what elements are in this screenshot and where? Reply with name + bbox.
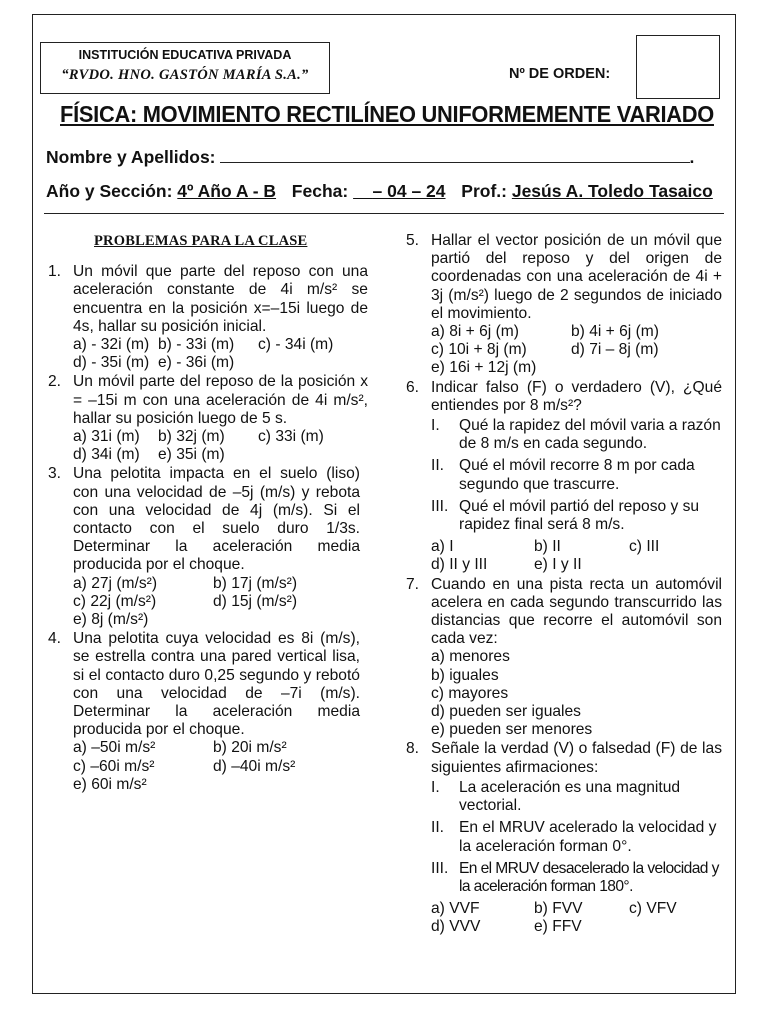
section-row [46,181,713,202]
option-b: b) - 33i (m) [158,336,235,354]
option-c: c) III [629,538,660,556]
problem-8 [406,740,722,936]
date-value [353,181,445,201]
problem-text: Un móvil que parte del reposo con una aceleración constante de 4i m/s² se encuentra en la posición x=–15i luego de 4s, hallar su posición inicial. [73,263,368,335]
problem-text: Señale la verdad (V) o falsedad (F) de las siguientes afirmaciones: [431,740,722,776]
option-d: d) –40i m/s² [213,757,296,775]
problem-number: 4. [48,630,62,648]
option-a: a) menores [431,648,510,666]
problem-number: 6. [406,378,420,396]
problem-number: 3. [48,465,62,483]
name-label: Nombre y Apellidos: [46,147,216,167]
option-d: d) 7i – 8j (m) [571,341,659,359]
option-d: d) VVV [431,918,481,936]
institution-type: INSTITUCIÓN EDUCATIVA PRIVADA [78,48,292,62]
name-row [46,147,694,168]
order-number-label: Nº DE ORDEN: [509,66,611,82]
options [431,323,722,378]
date-value-text: – 04 – 24 [372,181,446,201]
problem-text: Una pelotita cuya velocidad es 8i (m/s), se estrella contra una pared vertical lisa, si el contacto duro 0,25 segundo y rebotó con una velocidad de –7i (m/s). Determinar la aceleración media producida por el choque. [73,630,360,739]
option-c: c) - 34i (m) [258,336,334,354]
prof-label: Prof.: [461,181,507,201]
problem-number: 8. [406,740,420,758]
problem-2 [48,373,368,464]
header-divider [44,213,724,214]
prof-value: Jesús A. Toledo Tasaico [511,181,713,201]
option-c: c) 10i + 8j (m) [431,341,527,359]
problem-text: Hallar el vector posición de un móvil que partió del reposo y del origen de coordenadas con una aceleración de 4i + 3j (m/s²) luego de 2 segundos de iniciado el movimiento. [431,232,722,322]
statement-3 [431,498,722,534]
option-b: b) 20i m/s² [213,739,287,757]
option-c: c) –60i m/s² [73,757,155,775]
option-b: b) 17j (m/s²) [213,574,298,592]
option-e: e) FFV [534,918,582,936]
option-a: a) 27j (m/s²) [73,574,158,592]
problem-text: Una pelotita impacta en el suelo (liso) con una velocidad de –5j (m/s) y rebota con una velocidad de 4j (m/s). Si el contacto con el suelo duro 1/3s. Determinar la aceleración media producida por el choque. [73,465,360,574]
statement-text: Qué el móvil recorre 8 m por cada segundo que trascurre. [459,457,695,493]
option-a: a) I [431,538,454,556]
name-end: . [689,147,695,167]
order-number-box [636,35,720,99]
options [73,336,368,372]
option-e: e) I y II [534,556,582,574]
statement-text: La aceleración es una magnitud vectorial. [459,778,681,815]
statement-text: En el MRUV desacelerado la velocidad y la aceleración forman 180°. [459,859,719,895]
section-label: Año y Sección: [46,181,173,201]
option-b: b) FVV [534,900,583,918]
statement-3 [431,860,722,896]
statement-number: II. [431,457,444,475]
option-e: e) - 36i (m) [158,354,235,372]
problem-text: Cuando en una pista recta un automóvil acelera en cada segundo transcurrido las distancias que recorre el automóvil son cada vez: [431,575,722,648]
statement-text: Qué la rapidez del móvil varia a razón de 8 m/s en cada segundo. [459,417,721,453]
option-b: b) II [534,538,561,556]
option-b: b) 4i + 6j (m) [571,323,659,341]
statement-2 [431,457,722,493]
problem-7 [406,576,722,740]
statement-text: En el MRUV acelerado la velocidad y la aceleración forman 0°. [459,819,717,855]
option-d: d) - 35i (m) [73,354,150,372]
right-column [406,232,722,938]
option-a: a) - 32i (m) [73,336,150,354]
option-c: c) 22j (m/s²) [73,592,157,610]
option-b: b) 32j (m) [158,428,225,446]
options [73,575,360,630]
option-a: a) VVF [431,900,480,918]
options [73,739,360,794]
option-d: d) II y III [431,556,488,574]
problem-1 [48,263,368,372]
options [431,538,722,574]
problem-6 [406,379,722,575]
problem-number: 2. [48,373,62,391]
option-d: d) pueden ser iguales [431,703,581,721]
option-d: d) 34i (m) [73,446,140,464]
option-e: e) 16i + 12j (m) [431,359,537,377]
statement-number: III. [431,497,449,515]
option-c: c) mayores [431,684,509,702]
statement-text: Qué el móvil partió del reposo y su rapidez final será 8 m/s. [459,497,700,534]
problem-number: 5. [406,232,420,249]
section-value: 4º Año A - B [177,181,277,201]
option-e: e) 60i m/s² [73,775,147,793]
option-a: a) –50i m/s² [73,739,156,757]
statement-1 [431,779,722,815]
statement-number: II. [431,819,444,837]
option-e: e) pueden ser menores [431,721,593,739]
options [431,648,722,739]
option-a: a) 31i (m) [73,428,140,446]
option-e: e) 8j (m/s²) [73,611,149,629]
left-column [48,232,368,795]
option-d: d) 15j (m/s²) [213,592,298,610]
page-title: FÍSICA: MOVIMIENTO RECTILÍNEO UNIFORMEMENTE VARIADO [60,101,714,127]
option-c: c) VFV [629,900,677,918]
option-c: c) 33i (m) [258,428,324,446]
statement-1 [431,417,722,453]
options [431,900,722,936]
problem-number: 1. [48,263,62,281]
statement-number: I. [431,778,440,796]
problem-number: 7. [406,575,420,593]
problem-5 [406,232,722,378]
option-e: e) 35i (m) [158,446,225,464]
option-b: b) iguales [431,666,499,684]
institution-box [40,42,330,94]
section-title: PROBLEMAS PARA LA CLASE [94,233,308,249]
problem-3 [48,465,360,629]
statement-2 [431,819,722,855]
options [73,428,368,464]
institution-name: “RVDO. HNO. GASTÓN MARÍA S.A.” [61,67,309,83]
option-a: a) 8i + 6j (m) [431,323,519,341]
problem-text: Indicar falso (F) o verdadero (V), ¿Qué entiendes por 8 m/s²? [431,378,722,414]
date-label: Fecha: [291,181,349,201]
problem-text: Un móvil parte del reposo de la posición x = –15i m con una aceleración de 4i m/s², hallar su posición luego de 5 s. [73,373,368,427]
statement-number: III. [431,859,449,877]
name-blank-line [220,148,690,163]
problem-4 [48,630,360,794]
statement-number: I. [431,417,440,435]
